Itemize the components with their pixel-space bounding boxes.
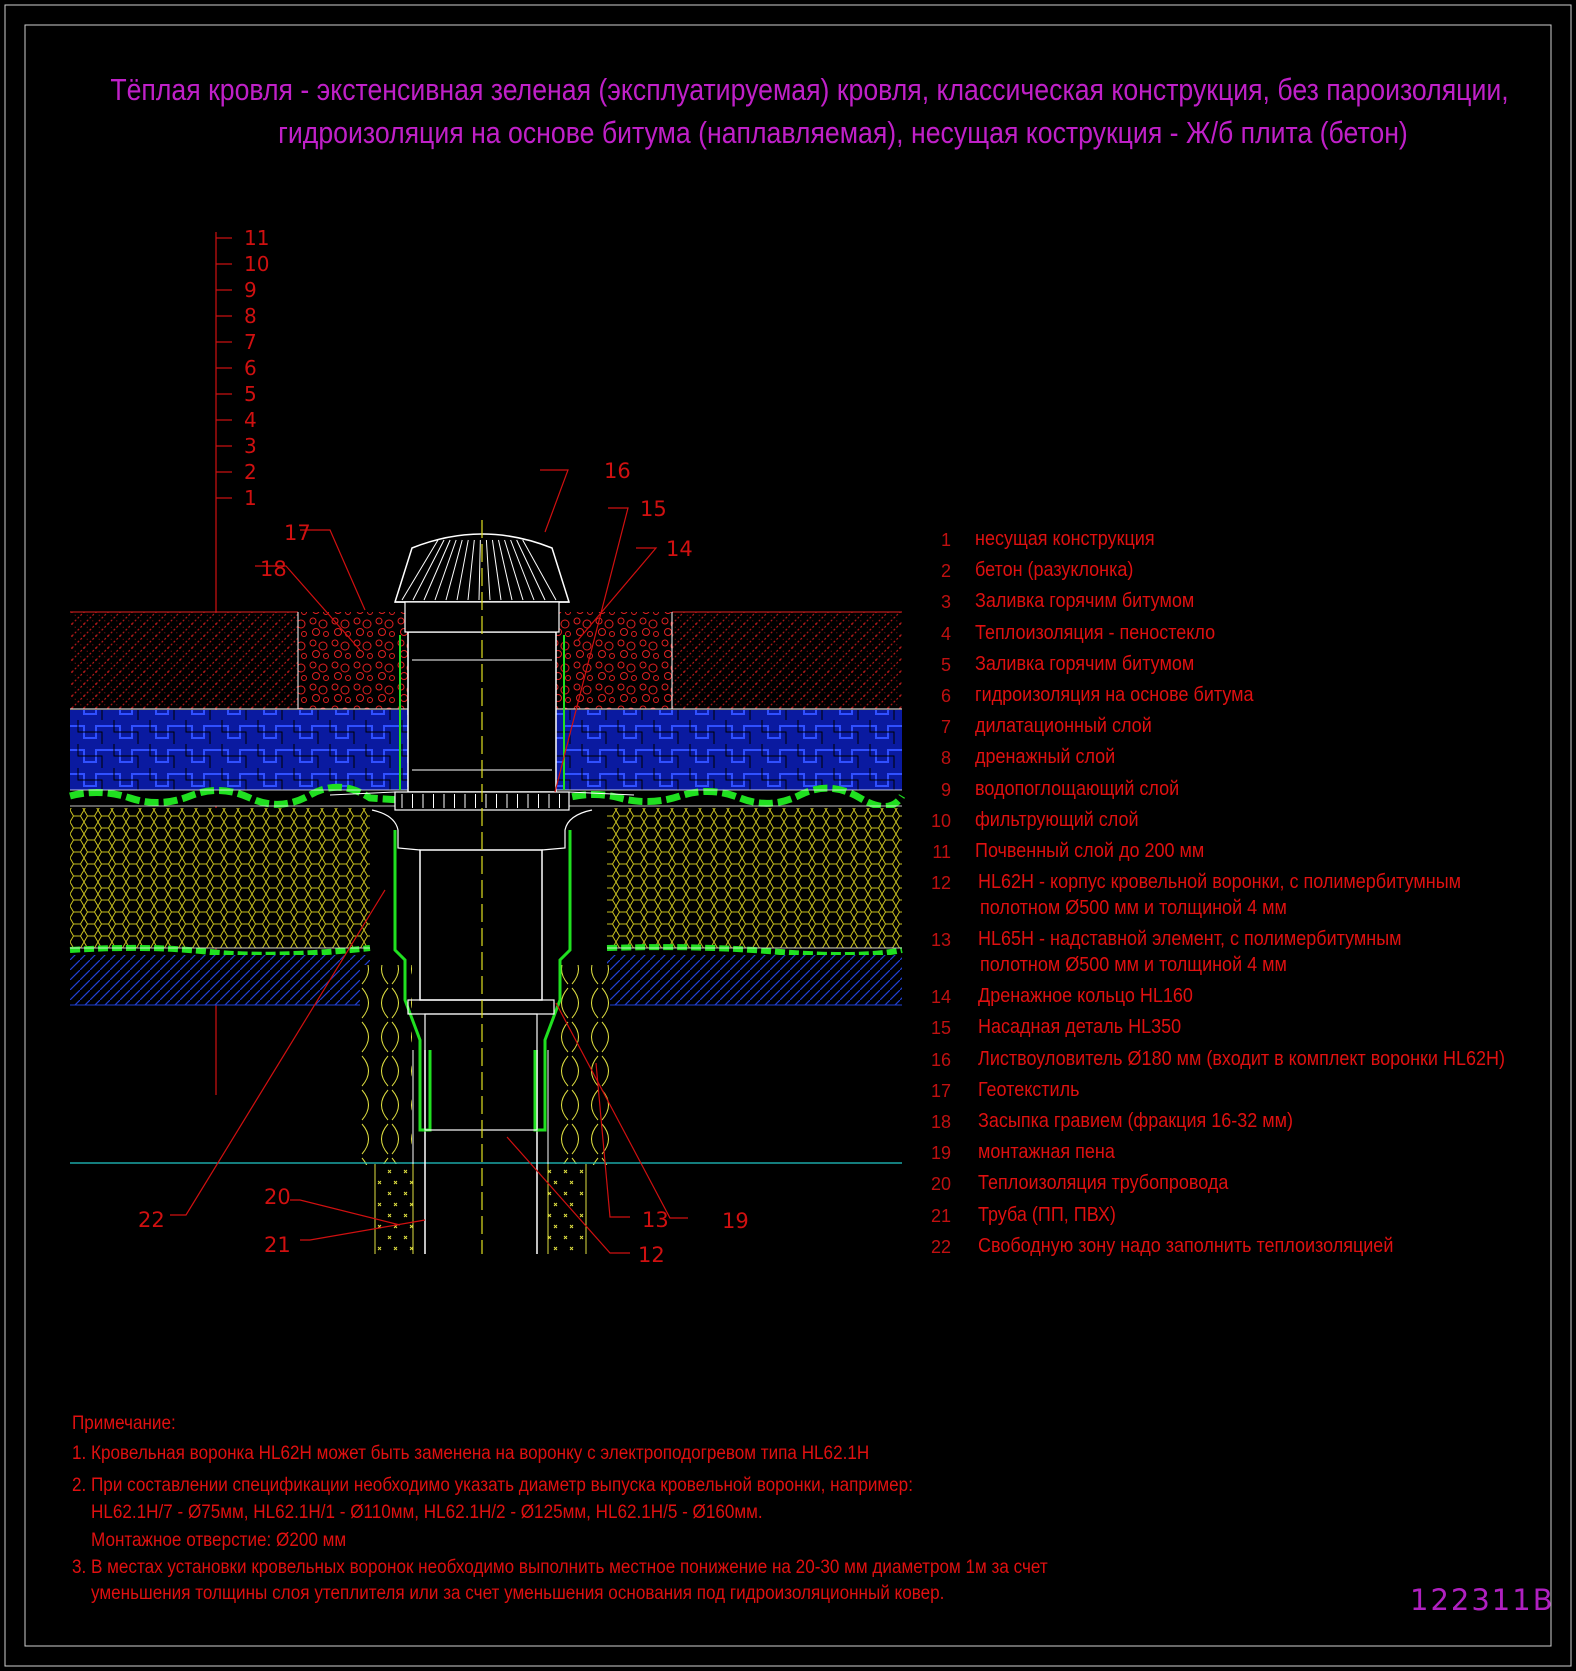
sheet-code: 122311B [1410, 1583, 1555, 1617]
legend-number: 11 [932, 842, 951, 862]
legend-text: дренажный слой [975, 746, 1116, 769]
legend-text: Заливка горячим битумом [975, 590, 1195, 613]
legend-number: 4 [940, 623, 951, 644]
legend-number: 2 [940, 561, 951, 582]
legend-text: Листвоуловитель Ø180 мм (входит в комплект воронки HL62H) [978, 1047, 1506, 1070]
legend-number: 15 [930, 1018, 951, 1039]
scale-label: 6 [244, 356, 257, 380]
scale-label: 10 [244, 252, 270, 276]
note-line: Монтажное отверстие: Ø200 мм [72, 1530, 347, 1551]
callout-13: 13 [642, 1208, 669, 1232]
legend-text: фильтрующий слой [975, 808, 1139, 831]
legend-text: дилатационный слой [975, 715, 1152, 738]
note-line: 2. При составлении спецификации необходимо указать диаметр выпуска кровельной воронки, например: [72, 1475, 913, 1496]
legend-number: 3 [940, 592, 951, 613]
notes-heading: Примечание: [72, 1413, 176, 1434]
callout-16: 16 [604, 459, 631, 483]
scale-label: 11 [244, 226, 270, 250]
legend-number: 18 [930, 1112, 951, 1132]
callout-17: 17 [284, 521, 311, 545]
legend-number: 7 [940, 717, 951, 738]
scale-label: 5 [244, 382, 257, 406]
legend-number: 19 [930, 1143, 951, 1164]
legend-text: гидроизоляция на основе битума [975, 684, 1254, 706]
legend-text-cont: полотном Ø500 мм и толщиной 4 мм [980, 897, 1287, 920]
scale-label: 8 [244, 304, 257, 328]
callout-12: 12 [638, 1243, 665, 1267]
callout-22: 22 [138, 1208, 165, 1232]
legend-number: 1 [940, 530, 951, 550]
legend-text: водопоглощающий слой [975, 777, 1180, 800]
legend-number: 22 [930, 1236, 951, 1257]
roof-section [70, 520, 902, 1254]
note-line: 1. Кровельная воронка HL62H может быть заменена на воронку с электроподогревом типа HL62.1H [72, 1443, 870, 1464]
callout-18: 18 [260, 557, 287, 581]
legend-number: 16 [930, 1049, 951, 1070]
legend-text: Насадная деталь HL350 [978, 1016, 1182, 1039]
legend-text: Теплоизоляция - пеностекло [975, 621, 1216, 644]
legend-number: 12 [930, 873, 951, 894]
legend-text: Геотекстиль [978, 1078, 1080, 1101]
scale-label: 7 [244, 330, 257, 354]
legend-text: Свободную зону надо заполнить теплоизоляцией [978, 1234, 1394, 1257]
drawing-title-line2: гидроизоляция на основе битума (наплавляемая), несущая кострукция - Ж/б плита (бетон) [278, 115, 1408, 150]
callout-20: 20 [264, 1185, 291, 1209]
legend-text: Засыпка гравием (фракция 16-32 мм) [978, 1110, 1294, 1132]
legend-number: 14 [930, 987, 951, 1008]
legend-text: HL62H - корпус кровельной воронки, с полимербитумным [978, 871, 1462, 894]
callout-19: 19 [722, 1209, 749, 1233]
legend-number: 5 [940, 654, 951, 675]
legend-text-cont: полотном Ø500 мм и толщиной 4 мм [980, 954, 1287, 977]
legend-number: 20 [930, 1174, 951, 1195]
legend-number: 8 [940, 748, 951, 769]
note-line: HL62.1H/7 - Ø75мм, HL62.1H/1 - Ø110мм, HL62.1H/2 - Ø125мм, HL62.1H/5 - Ø160мм. [72, 1502, 763, 1523]
callout-21: 21 [264, 1233, 291, 1257]
legend-text: Теплоизоляция трубопровода [978, 1172, 1229, 1195]
legend-text: HL65H - надставной элемент, с полимербитумным [978, 928, 1402, 951]
scale-label: 3 [244, 434, 257, 458]
scale-label: 9 [244, 278, 257, 302]
legend-text: Заливка горячим битумом [975, 652, 1195, 675]
legend-text: Почвенный слой до 200 мм [975, 840, 1205, 862]
callout-15: 15 [640, 497, 667, 521]
legend-text: бетон (разуклонка) [975, 559, 1134, 582]
legend-number: 6 [940, 686, 951, 706]
note-line: уменьшения толщины слоя утеплителя или за счет уменьшения основания под гидроизоляционный ковер. [72, 1583, 945, 1604]
legend-text: Дренажное кольцо HL160 [978, 985, 1193, 1008]
scale-label: 1 [244, 486, 257, 510]
drawing-title-line1: Тёплая кровля - экстенсивная зеленая (эксплуатируемая) кровля, классическая конструкция, без пароизоляции, [110, 72, 1509, 107]
legend-text: Труба (ПП, ПВХ) [978, 1203, 1116, 1226]
callout-14: 14 [666, 537, 693, 561]
legend-text: монтажная пена [978, 1141, 1115, 1164]
note-line: 3. В местах установки кровельных воронок необходимо выполнить местное понижение на 20-30 мм диаметром 1м за счет [72, 1557, 1048, 1578]
scale-label: 4 [244, 408, 257, 432]
legend-number: 10 [930, 810, 951, 831]
scale-label: 2 [244, 460, 257, 484]
legend-text: несущая конструкция [975, 528, 1155, 550]
legend-number: 9 [940, 779, 951, 800]
legend-number: 17 [930, 1080, 951, 1101]
legend-number: 21 [930, 1205, 951, 1226]
legend-number: 13 [930, 930, 951, 951]
